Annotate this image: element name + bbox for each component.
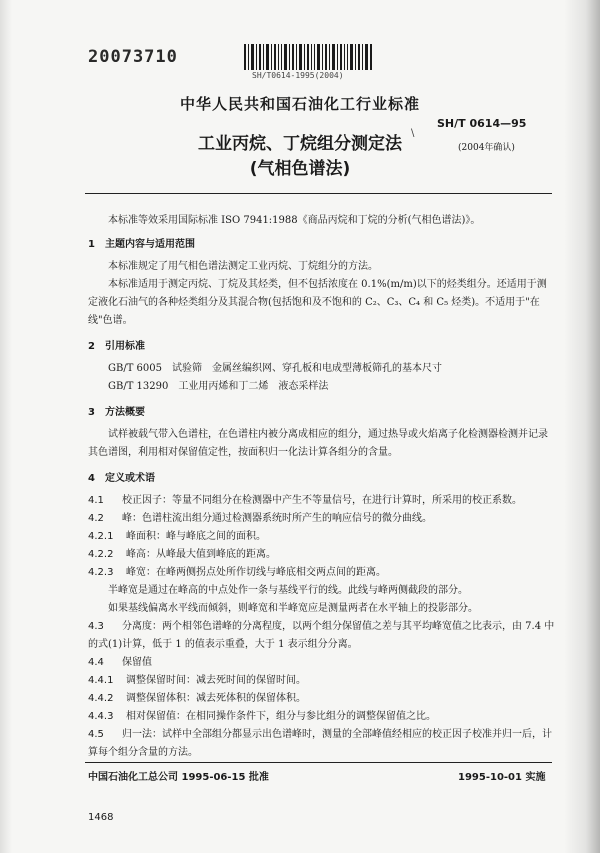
standard-code: SH/T 0614—95 <box>437 117 527 130</box>
section-1-paragraph-1: 本标准规定了用气相色谱法测定工业丙烷、丁烷组分的方法。 <box>108 261 378 272</box>
title-line-1: 工业丙烷、丁烷组分测定法 <box>198 134 402 154</box>
definition-item: 4.4.1 调整保留时间：减去死时间的保留时间。 <box>88 675 306 686</box>
definition-item: 4.2.2 峰高：从峰最大值到峰底的距离。 <box>88 549 276 560</box>
footer-divider <box>85 762 552 763</box>
section-4-heading: 4 定义或术语 <box>88 473 155 484</box>
section-3-paragraph: 试样被载气带入色谱柱，在色谱柱内被分离成相应的组分，通过热导或火焰离子化检测器检测并记录其色谱图，利用相对保留值定性，按面积归一化法计算各组分的含量。 <box>88 429 548 458</box>
definition-item-resolution: 4.3 分离度：两个相邻色谱峰的分离程度，以两个组分保留值之差与其平均峰宽值之比表示，由 7.4 中的式(1)计算，低于 1 的值表示重叠，大于 1 表示组分分离。 <box>88 621 555 650</box>
page-number: 1468 <box>88 812 114 823</box>
reference-1: GB/T 6005 试验筛 金属丝编织网、穿孔板和电成型薄板筛孔的基本尺寸 <box>108 363 443 374</box>
definitions-list <box>88 492 556 762</box>
section-2-heading: 2 引用标准 <box>88 341 145 352</box>
definition-item: 4.4.3 相对保留值：在相同操作条件下，组分与参比组分的调整保留值之比。 <box>88 711 436 722</box>
approval-info: 中国石油化工总公司 1995-06-15 批准 <box>88 772 269 783</box>
section-3-heading: 3 方法概要 <box>88 407 145 418</box>
header-divider <box>85 193 552 194</box>
section-1-heading: 1 主题内容与适用范围 <box>88 239 195 250</box>
scan-right-shadow <box>564 0 600 853</box>
half-width-note-2: 如果基线偏离水平线而倾斜，则峰宽和半峰宽应是测量两者在水平轴上的投影部分。 <box>108 603 478 614</box>
section-1-paragraph-2: 本标准适用于测定丙烷、丁烷及其烃类，但不包括浓度在 0.1%(m/m)以下的烃类组分。还适用于测定液化石油气的各种烃类组分及其混合物(包括饱和及不饱和的 C₂、C₃、C₄ 和 C₅ 烃类)。不适用于"在线"色谱。 <box>88 279 547 326</box>
stamp-number: 20073710 <box>88 47 178 67</box>
intro-paragraph: 本标准等效采用国际标准 ISO 7941:1988《商品丙烷和丁烷的分析(气相色谱法)》。 <box>108 215 481 226</box>
stray-mark: \ <box>411 128 415 139</box>
half-width-note-1: 半峰宽是通过在峰高的中点处作一条与基线平行的线。此线与峰两侧截段的部分。 <box>108 585 468 596</box>
document-body <box>88 212 556 762</box>
definition-item: 4.2 峰：色谱柱流出组分通过检测器系统时所产生的响应信号的微分曲线。 <box>88 513 432 524</box>
title-line-2: (气相色谱法) <box>249 159 351 179</box>
standard-confirmation: (2004年确认) <box>458 143 515 153</box>
reference-2: GB/T 13290 工业用丙烯和丁二烯 液态采样法 <box>108 381 329 392</box>
implementation-date: 1995-10-01 实施 <box>458 772 546 783</box>
definition-item: 4.2.3 峰宽：在峰两侧拐点处所作切线与峰底相交两点间的距离。 <box>88 567 386 578</box>
definition-item: 4.4.2 调整保留体积：减去死体积的保留体积。 <box>88 693 306 704</box>
definition-item-retention: 4.4 保留值 <box>88 657 152 668</box>
barcode-caption: SH/T0614-1995(2004) <box>252 71 344 80</box>
definition-item: 4.1 校正因子：等量不同组分在检测器中产生不等量信号，在进行计算时，所采用的校正系数。 <box>88 495 522 506</box>
scan-left-shadow <box>0 0 12 853</box>
organization-title: 中华人民共和国石油化工行业标准 <box>179 95 420 113</box>
definition-item: 4.2.1 峰面积：峰与峰底之间的面积。 <box>88 531 266 542</box>
barcode <box>244 44 372 70</box>
definition-item-normalization: 4.5 归一法：试样中全部组分都显示出色谱峰时，测量的全部峰值经相应的校正因子校准并归一后，计算每个组分含量的方法。 <box>88 729 552 758</box>
